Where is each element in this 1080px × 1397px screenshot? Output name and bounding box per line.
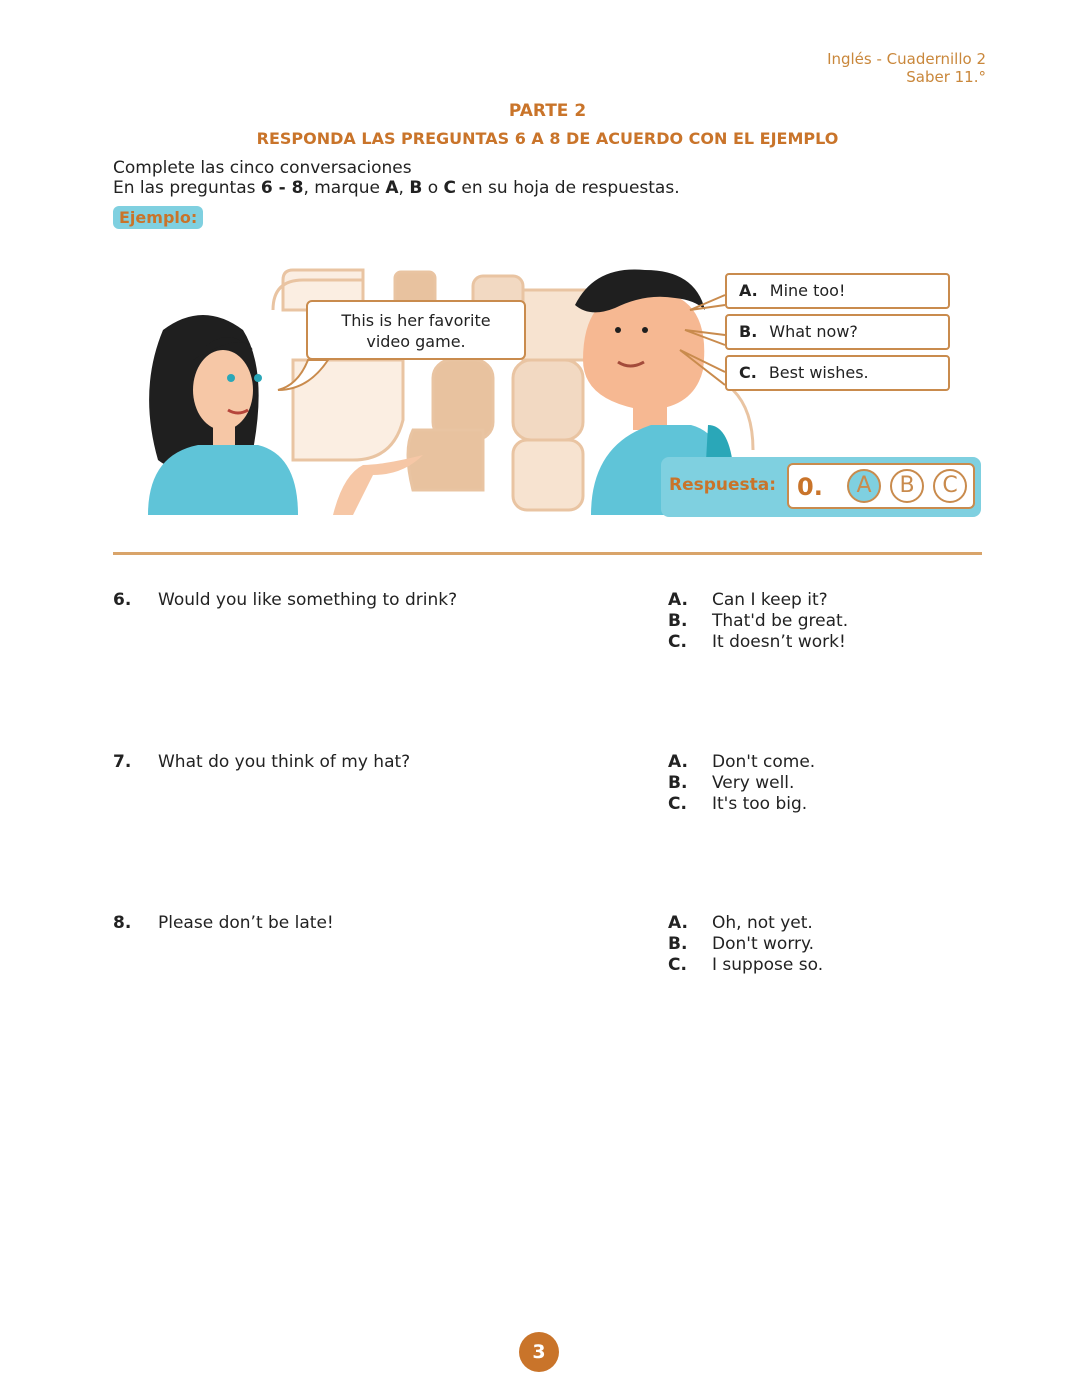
option-letter: C. [739, 363, 757, 382]
instr-letter-b: B [409, 178, 423, 198]
option-text: Can I keep it? [712, 590, 828, 610]
question-text: Would you like something to drink? [158, 590, 458, 610]
answer-panel [661, 457, 981, 517]
question-8-options [668, 913, 823, 976]
option-letter: C. [668, 632, 687, 652]
option-letter: A. [668, 590, 688, 610]
example-option-a [725, 273, 950, 309]
instruction-line-2 [113, 178, 680, 198]
option-text: Very well. [712, 773, 795, 793]
option-text: What now? [769, 322, 858, 341]
option-text: Oh, not yet. [712, 913, 813, 933]
instr-text: En las preguntas [113, 178, 261, 198]
question-text: Please don’t be late! [158, 913, 334, 933]
running-header [827, 50, 986, 86]
example-label: Ejemplo: [113, 206, 203, 229]
option-row [668, 590, 848, 611]
option-row [668, 632, 848, 653]
option-row [668, 955, 823, 976]
option-letter: A. [668, 913, 688, 933]
question-6 [113, 590, 457, 610]
bubble-line-2: video game. [366, 332, 466, 351]
option-letter: B. [739, 322, 758, 341]
part-title: PARTE 2 [508, 101, 587, 121]
option-letter: A. [739, 281, 758, 300]
option-row [668, 773, 815, 794]
option-text: Best wishes. [768, 363, 869, 382]
question-text: What do you think of my hat? [158, 752, 411, 772]
option-letter: C. [668, 794, 687, 814]
instr-text: , [398, 178, 410, 198]
option-text: Don't worry. [712, 934, 815, 954]
option-letter: B. [668, 934, 688, 954]
question-number: 6. [113, 590, 132, 610]
option-row [668, 913, 823, 934]
part-subtitle: RESPONDA LAS PREGUNTAS 6 A 8 DE ACUERDO CON EL EJEMPLO [256, 129, 839, 148]
instr-text: o [422, 178, 444, 198]
question-8 [113, 913, 334, 933]
option-letter: B. [668, 773, 688, 793]
answer-label: Respuesta: [669, 475, 777, 495]
option-text: Mine too! [769, 281, 846, 300]
option-row [668, 611, 848, 632]
question-number: 8. [113, 913, 132, 933]
option-letter: C. [668, 955, 687, 975]
option-text: That'd be great. [712, 611, 849, 631]
section-divider [113, 552, 982, 555]
option-row [668, 934, 823, 955]
answer-circle-c: C [933, 469, 967, 503]
example-option-c [725, 355, 950, 391]
question-6-options [668, 590, 848, 653]
instruction-line-1: Complete las cinco conversaciones [113, 158, 412, 178]
instr-range: 6 - 8 [260, 178, 304, 198]
example-option-b [725, 314, 950, 350]
header-level: Saber 11.° [906, 68, 986, 86]
instr-letter-a: A [385, 178, 399, 198]
question-7-options [668, 752, 815, 815]
answer-number: 0. [797, 473, 823, 501]
option-text: Don't come. [712, 752, 816, 772]
question-number: 7. [113, 752, 132, 772]
instr-text: , marque [303, 178, 386, 198]
example-illustration [113, 250, 993, 530]
option-row [668, 752, 815, 773]
instr-text: en su hoja de respuestas. [456, 178, 680, 198]
question-7 [113, 752, 410, 772]
option-row [668, 794, 815, 815]
instructions [113, 158, 680, 198]
answer-circle-b: B [890, 469, 924, 503]
page-number: 3 [519, 1332, 559, 1372]
option-text: I suppose so. [712, 955, 824, 975]
option-letter: A. [668, 752, 688, 772]
option-letter: B. [668, 611, 688, 631]
answer-box [787, 463, 975, 509]
option-text: It's too big. [712, 794, 808, 814]
bubble-line-1: This is her favorite [341, 311, 491, 330]
instr-letter-c: C [443, 178, 456, 198]
speech-bubble [306, 300, 526, 360]
option-text: It doesn’t work! [712, 632, 846, 652]
answer-circle-a-selected: A [847, 469, 881, 503]
header-subject: Inglés - Cuadernillo 2 [827, 50, 986, 68]
